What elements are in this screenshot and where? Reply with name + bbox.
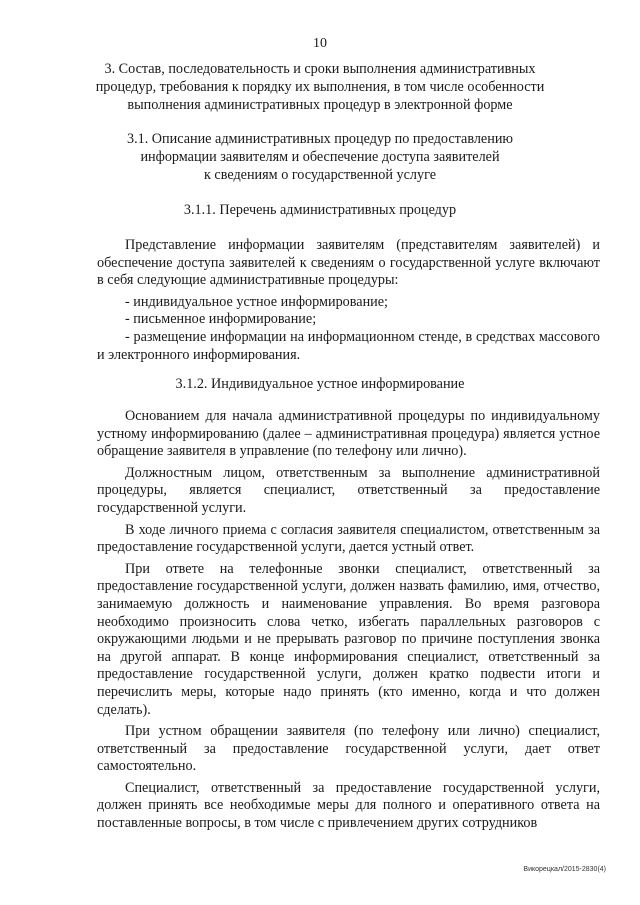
section-3-1-1-title: 3.1.1. Перечень административных процедур: [183, 202, 457, 218]
heading-line: 3. Состав, последовательность и сроки выполнения административных: [104, 61, 536, 77]
section-3-heading: [0, 60, 640, 114]
heading-line: процедур, требования к порядку их выполнения, в том числе особенности: [95, 79, 545, 95]
section-3-1-1-body: [97, 237, 600, 368]
body-paragraph: Основанием для начала административной процедуры по индивидуальному устному информированию (далее – административная процедура) является устное обращение заявителя в управление (по телефону или лично).: [97, 408, 600, 460]
page-number: 10: [313, 36, 327, 51]
heading-line: выполнения административных процедур в электронной форме: [127, 97, 513, 113]
body-paragraph: При ответе на телефонные звонки специалист, ответственный за предоставление государственной услуги, должен назвать фамилию, имя, отчество, занимаемую должность и наименование управления. Во время разговора необходимо произносить слова четко, избегать параллельных разговоров с окружающими людьми и не прерывать разговор по причине поступления звонка на другой аппарат. В конце информирования специалист, ответственный за предоставление государственной услуги, должен кратко подвести итоги и перечислить меры, которые надо принять (кто именно, когда и что должен сделать).: [97, 560, 600, 718]
list-item: - размещение информации на информационном стенде, в средствах массового и электронного информирования.: [97, 328, 600, 363]
section-3-1-2-body: [97, 408, 600, 837]
heading-line: информации заявителям и обеспечение доступа заявителей: [140, 149, 500, 165]
section-3-1-2-title: 3.1.2. Индивидуальное устное информирование: [175, 376, 465, 392]
body-paragraph: Специалист, ответственный за предоставление государственной услуги, должен принять все необходимые меры для полного и оперативного ответа на поставленные вопросы, в том числе с привлечением других сотрудников: [97, 779, 600, 832]
heading-line: 3.1. Описание административных процедур по предоставлению: [126, 131, 514, 147]
body-paragraph: Должностным лицом, ответственным за выполнение административной процедуры, является специалист, ответственный за предоставление государственной услуги.: [97, 464, 600, 516]
list-item: - индивидуальное устное информирование;: [125, 293, 388, 310]
document-footer-code: Викорецкал/2015-2830(4): [523, 866, 606, 873]
intro-paragraph: Представление информации заявителям (представителям заявителей) и обеспечение доступа заявителей к сведениям о государственной услуге включают в себя следующие административные процедуры:: [97, 237, 600, 289]
body-paragraph: В ходе личного приема с согласия заявителя специалистом, ответственным за предоставление государственной услуги, дается устный ответ.: [97, 521, 600, 556]
section-3-1-heading: [0, 130, 640, 184]
list-item: - письменное информирование;: [125, 311, 317, 328]
body-paragraph: При устном обращении заявителя (по телефону или лично) специалист, ответственный за предоставление государственной услуги, дает ответ самостоятельно.: [97, 723, 600, 775]
heading-line: к сведениям о государственной услуге: [203, 167, 436, 183]
